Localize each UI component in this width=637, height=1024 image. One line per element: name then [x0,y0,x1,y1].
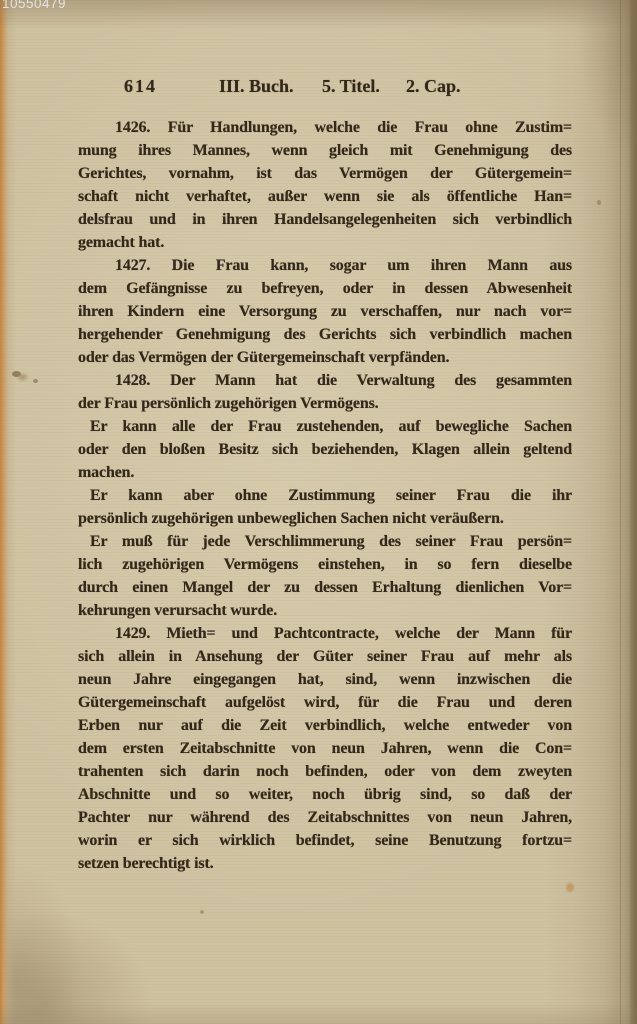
text-line: Er kann alle der Frau zustehenden, auf bewegliche Sachen [90,418,572,435]
text-line: Pachter nur während des Zeitabschnittes von neun Jahren, [78,809,572,826]
header-book-label: III. Buch. [219,76,294,96]
text-line: trahenten sich darin noch befinden, oder von dem zweyten [78,763,572,780]
page-header [78,76,572,100]
paragraph [78,484,572,530]
text-line: dem Gefängnisse zu befreyen, oder in dessen Abwesenheit [78,280,572,297]
text-line: oder das Vermögen der Gütergemeinschaft verpfänden. [78,349,450,366]
text-line: setzen berechtigt ist. [78,855,214,872]
text-line: Abschnitte und so weiter, noch übrig sind, so daß der [78,786,572,803]
paragraph [78,369,572,415]
paragraph [78,530,572,622]
text-line: hergehender Genehmigung des Gerichts sich verbindlich machen [78,326,572,343]
paragraph [78,622,572,875]
scan-watermark-number: 10550479 [2,0,67,11]
text-line: Gerichtes, vornahm, ist das Vermögen der Gütergemein= [78,165,572,182]
text-line: 1426. Für Handlungen, welche die Frau ohne Zustim= [115,119,572,136]
page-edge-crease [620,0,621,1024]
text-line: sich allein in Ansehung der Güter seiner Frau auf mehr als [78,648,572,665]
text-line: lich zugehörigen Vermögens einstehen, in so fern dieselbe [78,556,572,573]
foxing-spot [200,910,204,914]
text-line: schaft nicht verhaftet, außer wenn sie als öffentliche Han= [78,188,572,205]
text-line: mung ihres Mannes, wenn gleich mit Genehmigung des [78,142,572,159]
paragraph [78,415,572,484]
foxing-spot [597,200,601,205]
text-line: dem ersten Zeitabschnitte von neun Jahren, wenn die Con= [78,740,572,757]
text-line: Er muß für jede Verschlimmerung des seiner Frau persön= [90,533,572,550]
text-line: worin er sich wirklich befindet, seine Benutzung fortzu= [78,832,572,849]
text-line: Erben nur auf die Zeit verbindlich, welche entweder von [78,717,572,734]
text-line: ihren Kindern eine Versorgung zu verschaffen, nur nach vor= [78,303,572,320]
text-line: 1428. Der Mann hat die Verwaltung des gesammten [115,372,572,389]
text-line: persönlich zugehörigen unbeweglichen Sachen nicht veräußern. [78,510,504,527]
page-number: 614 [124,76,157,96]
foxing-spot [566,883,574,892]
paragraph [78,254,572,369]
text-line: durch einen Mangel der zu dessen Erhaltung dienlichen Vor= [78,579,572,596]
text-block [78,116,572,875]
text-line: Er kann aber ohne Zustimmung seiner Frau die ihr [90,487,572,504]
text-line: delsfrau und in ihren Handelsangelegenheiten sich verbindlich [78,211,572,228]
text-line: 1429. Mieth= und Pachtcontracte, welche der Mann für [115,625,572,642]
foxing-spot [12,371,21,377]
text-line: der Frau persönlich zugehörigen Vermögens. [78,395,379,412]
page-edge-shadow [630,0,637,1024]
text-line: 1427. Die Frau kann, sogar um ihren Mann aus [115,257,572,274]
text-line: machen. [78,464,135,481]
text-line: oder den bloßen Besitz sich beziehenden, Klagen allein geltend [78,441,572,458]
foxing-spot [33,379,38,383]
text-line: kehrungen verursacht wurde. [78,602,278,619]
header-cap-label: 2. Cap. [406,76,461,96]
header-titel-label: 5. Titel. [322,76,380,96]
text-line: gemacht hat. [78,234,165,251]
text-line: neun Jahre eingegangen hat, sind, wenn inzwischen die [78,671,572,688]
paragraph [78,116,572,254]
text-line: Gütergemeinschaft aufgelöst wird, für die Frau und deren [78,694,572,711]
